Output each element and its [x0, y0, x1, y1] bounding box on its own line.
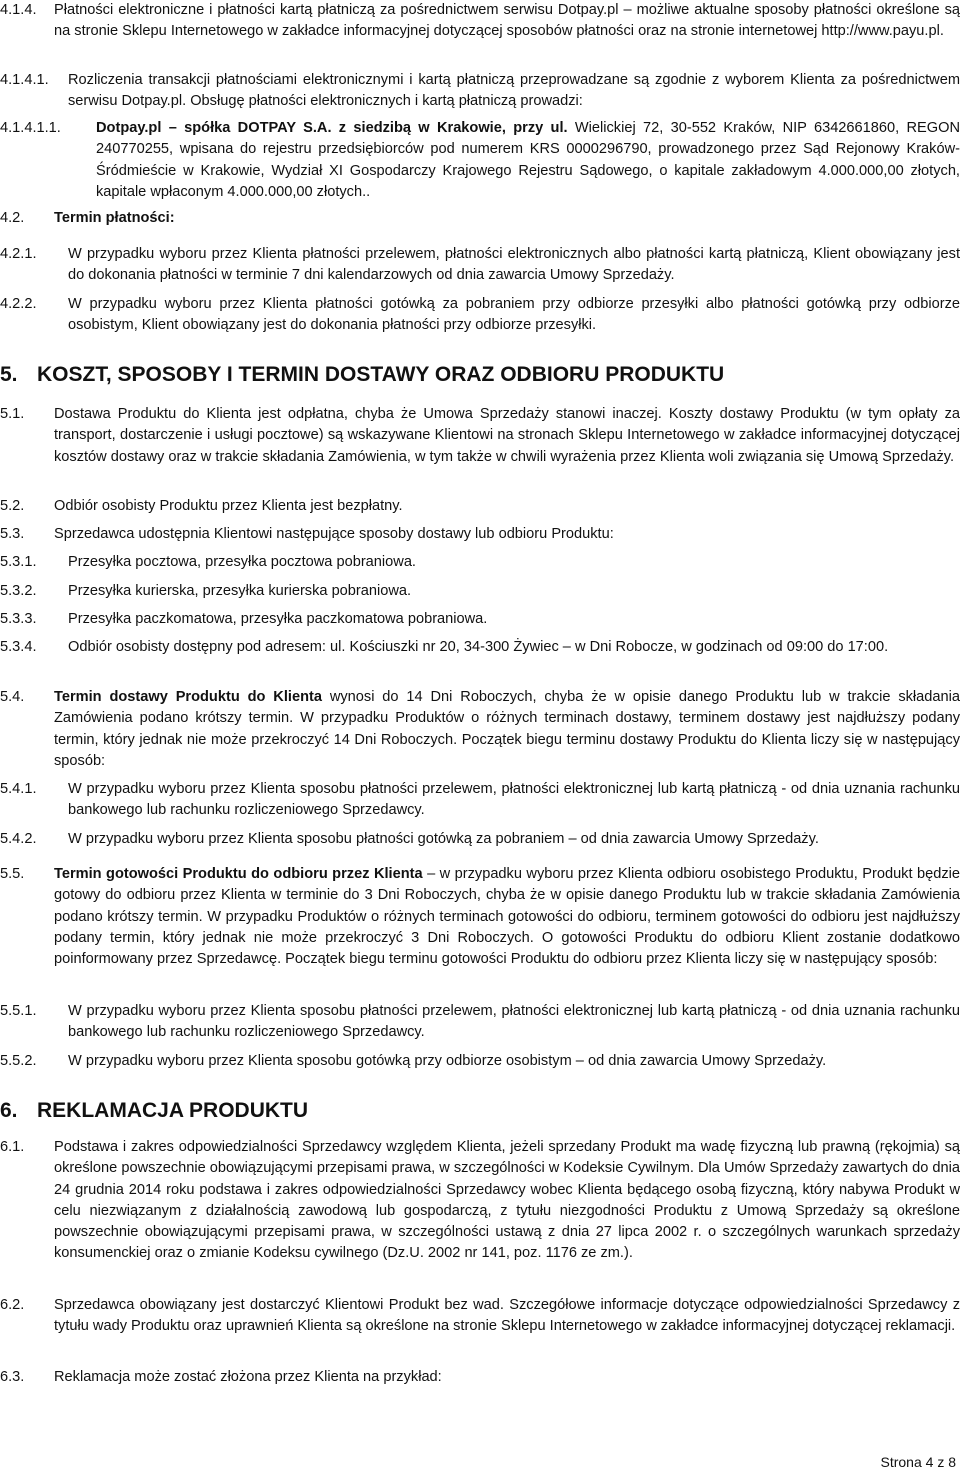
clause-number: 6.3. — [0, 1369, 25, 1385]
clause-number: 5.3.1. — [0, 554, 37, 570]
clause-number: 4.1.4.1.1. — [0, 120, 61, 136]
clause-text: Odbiór osobisty dostępny pod adresem: ul. Kościuszki nr 20, 34-300 Żywiec – w Dni Robocze, w godzinach od 09:00 do 17:00. — [68, 639, 889, 655]
clause-number: 5.5. — [0, 866, 25, 882]
clause-number: 4.1.4. — [0, 2, 37, 18]
heading-number: 6. — [0, 1099, 18, 1122]
section-subheading: Termin płatności: — [54, 210, 175, 226]
clause-bold-text: Termin gotowości Produktu do odbioru przez Klienta — [54, 866, 423, 882]
clause-text: Płatności elektroniczne i płatności kartą płatniczą za pośrednictwem serwisu Dotpay.pl – możliwe aktualne sposoby płatności określone są na stronie Sklepu Internetowego w zakładce informacyjnej dotyczącej sposobów płatności oraz na stronie internetowej http://www.payu.pl. — [54, 2, 960, 40]
heading-title: KOSZT, SPOSOBY I TERMIN DOSTAWY ORAZ ODBIORU PRODUKTU — [37, 363, 725, 386]
clause-text: W przypadku wyboru przez Klienta płatności przelewem, płatności elektronicznych albo płatności kartą płatniczą, Klient obowiązany jest do dokonania płatności w terminie 7 dni kalendarzowych od dnia zawarcia Umowy Sprzedaży. — [68, 246, 960, 284]
clause-number: 6.1. — [0, 1139, 25, 1155]
clause-number: 5.4.2. — [0, 831, 37, 847]
clause-text: W przypadku wyboru przez Klienta sposobu gotówką przy odbiorze osobistym – od dnia zawarcia Umowy Sprzedaży. — [68, 1053, 827, 1069]
section-heading-5 — [0, 362, 724, 388]
clause-body-text: Wielickiej 72, 30-552 Kraków, NIP 6342661860, REGON 240770255, wpisana do rejestru przedsiębiorców pod numerem KRS 0000296790, prowadzonego przez Sąd Rejonowy Kraków-Śródmieście w Krakowie, Wydział XI Gospodarczy Krajowego Rejestru Sądowego, o kapitale zakładowym 4.000.000,00 złotych, kapitale wpłaconym 4.000.000,00 złotych.. — [96, 120, 960, 200]
clause-number: 5.4. — [0, 689, 25, 705]
clause-text: Reklamacja może zostać złożona przez Klienta na przykład: — [54, 1369, 442, 1385]
clause-number: 5.1. — [0, 406, 25, 422]
clause-text: Przesyłka kurierska, przesyłka kurierska pobraniowa. — [68, 583, 412, 599]
clause-number: 4.1.4.1. — [0, 72, 49, 88]
clause-text: Odbiór osobisty Produktu przez Klienta jest bezpłatny. — [54, 498, 403, 514]
clause-number: 5.4.1. — [0, 781, 37, 797]
clause-number: 5.3.4. — [0, 639, 37, 655]
page-number-footer: Strona 4 z 8 — [880, 1454, 956, 1470]
section-heading-6 — [0, 1098, 308, 1124]
heading-number: 5. — [0, 363, 18, 386]
clause-text — [96, 118, 960, 203]
clause-text: Rozliczenia transakcji płatnościami elektronicznymi i kartą płatniczą przeprowadzane są zgodnie z wyborem Klienta za pośrednictwem serwisu Dotpay.pl. Obsługę płatności elektronicznych i kartą płatniczą prowadzi: — [68, 72, 960, 110]
clause-number: 5.3.3. — [0, 611, 37, 627]
clause-number: 4.2.2. — [0, 296, 37, 312]
clause-number: 4.2.1. — [0, 246, 37, 262]
clause-text: W przypadku wyboru przez Klienta sposobu płatności przelewem, płatności elektronicznej lub kartą płatniczą - od dnia uznania rachunku bankowego lub rachunku rozliczeniowego Sprzedawcy. — [68, 1003, 960, 1041]
clause-text — [54, 687, 960, 772]
heading-title: REKLAMACJA PRODUKTU — [37, 1099, 309, 1122]
clause-text: Przesyłka pocztowa, przesyłka pocztowa pobraniowa. — [68, 554, 416, 570]
clause-number: 5.3.2. — [0, 583, 37, 599]
clause-bold-text: Termin dostawy Produktu do Klienta — [54, 689, 322, 705]
clause-text: Sprzedawca obowiązany jest dostarczyć Klientowi Produkt bez wad. Szczegółowe informacje dotyczące odpowiedzialności Sprzedawcy z tytułu wady Produktu oraz uprawnień Klienta są określone na stronie Sklepu Internetowego w zakładce informacyjnej dotyczącej reklamacji. — [54, 1297, 960, 1335]
clause-number: 5.3. — [0, 526, 25, 542]
clause-text: W przypadku wyboru przez Klienta płatności gotówką za pobraniem przy odbiorze przesyłki albo płatności gotówką przy odbiorze osobistym, Klient obowiązany jest do dokonania płatności przy odbiorze przesyłki. — [68, 296, 960, 334]
clause-text: W przypadku wyboru przez Klienta sposobu płatności gotówką za pobraniem – od dnia zawarcia Umowy Sprzedaży. — [68, 831, 819, 847]
clause-text — [54, 864, 960, 970]
clause-number: 5.5.1. — [0, 1003, 37, 1019]
clause-number: 6.2. — [0, 1297, 25, 1313]
clause-text: Dostawa Produktu do Klienta jest odpłatna, chyba że Umowa Sprzedaży stanowi inaczej. Koszty dostawy Produktu (w tym opłaty za transport, dostarczenie i usługi pocztowe) są wskazywane Klientowi na stronach Sklepu Internetowego w zakładce informacyjnej dotyczącej kosztów dostawy oraz w trakcie składania Zamówienia, w tym także w chwili wyrażenia przez Klienta woli związania się Umową Sprzedaży. — [54, 406, 960, 465]
clause-body-text: wynosi do 14 Dni Roboczych, chyba że w opisie danego Produktu lub w trakcie składania Zamówienia podano krótszy termin. W przypadku Produktów o różnych terminach dostawy, terminem dostawy jest najdłuższy podany termin, który jednak nie może przekroczyć 14 Dni Roboczych. Początek biegu terminu dostawy Produktu do Klienta liczy się w następujący sposób: — [54, 689, 960, 769]
clause-text: Podstawa i zakres odpowiedzialności Sprzedawcy względem Klienta, jeżeli sprzedany Produkt ma wadę fizyczną lub prawną (rękojmia) są określone powszechnie obowiązującymi przepisami prawa, w szczególności w Kodeksie Cywilnym. Dla Umów Sprzedaży zawartych do dnia 24 grudnia 2014 roku podstawa i zakres odpowiedzialności Sprzedawcy wobec Klienta będącego osobą fizyczną, który nabywa Produkt w celu niezwiązanym z działalnością zawodową lub gospodarczą, z tytułu niezgodności Produktu z Umową Sprzedaży są określone powszechnie obowiązującymi przepisami prawa, w szczególności ustawą z dnia 27 lipca 2002 r. o szczególnych warunkach sprzedaży konsumenckiej oraz o zmianie Kodeksu cywilnego (Dz.U. 2002 nr 141, poz. 1176 ze zm.). — [54, 1139, 960, 1262]
clause-number: 5.5.2. — [0, 1053, 37, 1069]
clause-number: 4.2. — [0, 210, 25, 226]
clause-text: Przesyłka paczkomatowa, przesyłka paczkomatowa pobraniowa. — [68, 611, 488, 627]
clause-body-text: – w przypadku wyboru przez Klienta odbioru osobistego Produktu, Produkt będzie gotowy do odbioru przez Klienta w terminie do 3 Dni Roboczych, chyba że w opisie danego Produktu lub w trakcie składania Zamówienia podano krótszy termin. W przypadku Produktów o różnych terminach gotowości do odbioru, terminem gotowości do odbioru jest najdłuższy podany termin, który jednak nie może przekroczyć 3 Dni Roboczych. O gotowości Produktu do odbioru Klient zostanie dodatkowo poinformowany przez Sprzedawcę. Początek biegu terminu gotowości Produktu do odbioru przez Klienta liczy się w następujący sposób: — [54, 866, 960, 968]
clause-bold-text: Dotpay.pl – spółka DOTPAY S.A. z siedzibą w Krakowie, przy ul. — [96, 120, 568, 136]
clause-text: Sprzedawca udostępnia Klientowi następujące sposoby dostawy lub odbioru Produktu: — [54, 526, 614, 542]
clause-text: W przypadku wyboru przez Klienta sposobu płatności przelewem, płatności elektronicznej lub kartą płatniczą - od dnia uznania rachunku bankowego lub rachunku rozliczeniowego Sprzedawcy. — [68, 781, 960, 819]
clause-number: 5.2. — [0, 498, 25, 514]
